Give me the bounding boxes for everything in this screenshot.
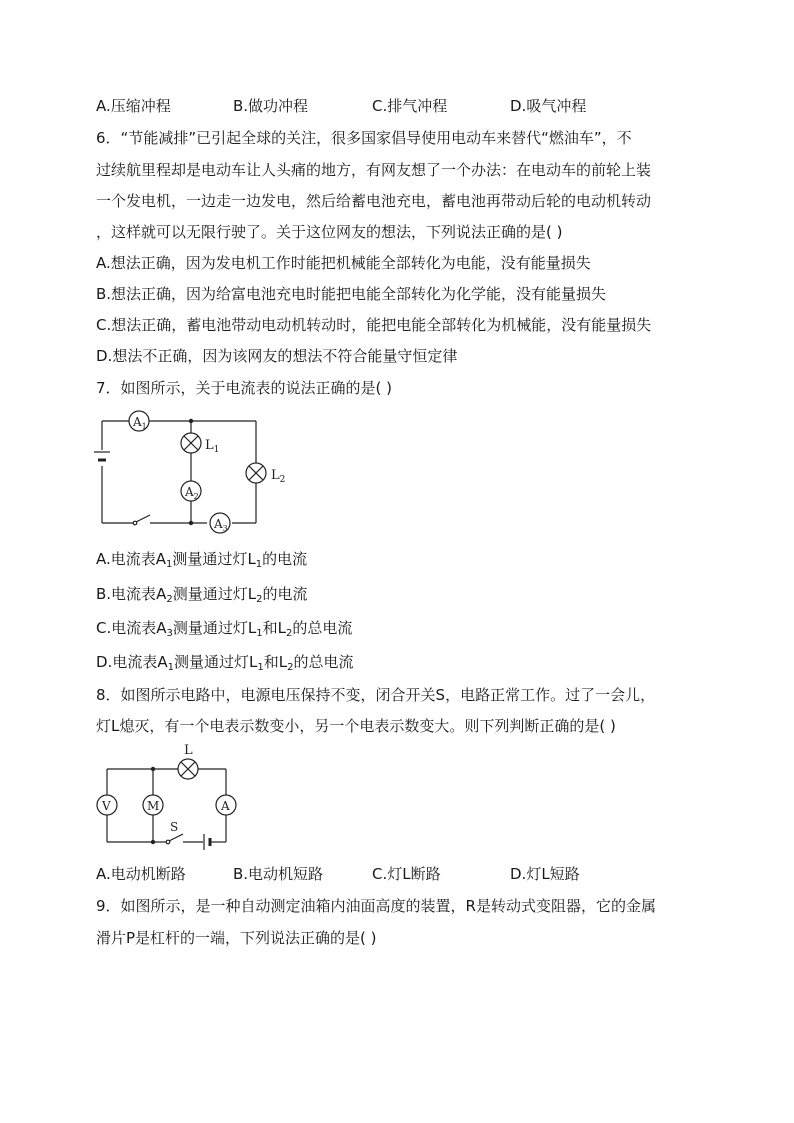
q7-stem: 7．如图所示，关于电流表的说法正确的是( ): [96, 379, 393, 397]
svg-text:A3: $A_3$: [214, 517, 228, 533]
q7-battery-symbol: [94, 452, 110, 460]
q8-voltmeter-v: [97, 795, 117, 815]
q6-stem-line-3: 一个发电机，一边走一边发电，然后给蓄电池充电，蓄电池再带动后轮的电动机转动: [96, 192, 652, 210]
q7-option-c: C.电流表$A_3$测量通过灯$L_1$和$L_2$的总电流: [96, 619, 353, 639]
svg-text:A2: $A_2$: [185, 485, 199, 501]
q8-option-b: B.电动机短路: [233, 865, 324, 883]
q7-lamp-l1: [181, 433, 219, 455]
q7-ammeter-a2: [181, 481, 201, 501]
q7-junction-top: [189, 419, 193, 423]
svg-text:L: L: [184, 743, 193, 758]
q8-switch-symbol: [166, 834, 183, 844]
q9-stem-line-2: 滑片P是杠杆的一端，下列说法正确的是( ): [96, 929, 377, 947]
q7-ammeter-a3: [210, 513, 230, 533]
svg-text:V: V: [102, 799, 111, 813]
q7-lamp-l2: [246, 463, 285, 485]
q6-stem-line-4: ，这样就可以无限行驶了。关于这位网友的想法，下列说法正确的是( ): [96, 223, 563, 241]
svg-text:A1: $A_1$: [133, 415, 147, 431]
q8-motor-m: [143, 795, 163, 815]
q8-lamp-l: [178, 743, 198, 779]
q8-option-a: A.电动机断路: [96, 865, 186, 883]
q8-stem-line-1: 8．如图所示电路中，电源电压保持不变，闭合开关S，电路正常工作。过了一会儿，: [96, 686, 656, 704]
q8-circuit-diagram: [96, 742, 246, 857]
q8-option-d: D.灯L短路: [510, 865, 580, 883]
q5-option-a: A.压缩冲程: [96, 97, 171, 115]
q7-switch-symbol: [133, 515, 150, 525]
svg-text:M: M: [147, 799, 160, 813]
q6-option-c: C.想法正确，蓄电池带动电动机转动时，能把电能全部转化为机械能，没有能量损失: [96, 316, 652, 334]
q8-switch-label: S: [170, 820, 179, 834]
svg-text:A: A: [221, 799, 230, 813]
q5-option-b: B.做功冲程: [233, 97, 309, 115]
q8-battery-symbol: [204, 834, 210, 850]
q7-circuit-diagram: [96, 408, 296, 532]
q6-option-d: D.想法不正确，因为该网友的想法不符合能量守恒定律: [96, 347, 458, 365]
svg-text:L2: $L_2$: [271, 468, 286, 485]
q8-stem-line-2: 灯L熄灭，有一个电表示数变小，另一个电表示数变大。则下列判断正确的是( ): [96, 717, 616, 735]
q7-junction-bottom: [189, 521, 193, 525]
q7-option-a: A.电流表$A_1$测量通过灯$L_1$的电流: [96, 550, 308, 570]
q8-option-c: C.灯L断路: [372, 865, 441, 883]
q7-option-d: D.电流表$A_1$测量通过灯$L_1$和$L_2$的总电流: [96, 653, 354, 673]
q7-option-b: B.电流表$A_2$测量通过灯$L_2$的电流: [96, 585, 308, 605]
q8-junction-top: [151, 767, 155, 771]
q7-ammeter-a1: [129, 411, 149, 431]
q6-stem-line-1: 6．“节能减排”已引起全球的关注，很多国家倡导使用电动车来替代“燃油车”，不: [96, 129, 632, 147]
q9-stem-line-1: 9．如图所示，是一种自动测定油箱内油面高度的装置，R是转动式变阻器，它的金属: [96, 897, 656, 915]
svg-text:L1: $L_1$: [205, 438, 220, 455]
q6-stem-line-2: 过续航里程却是电动车让人头痛的地方，有网友想了一个办法：在电动车的前轮上装: [96, 161, 652, 179]
q5-option-d: D.吸气冲程: [510, 97, 587, 115]
q8-ammeter-a: [216, 795, 236, 815]
q5-option-c: C.排气冲程: [372, 97, 448, 115]
q6-option-b: B.想法正确，因为给富电池充电时能把电能全部转化为化学能，没有能量损失: [96, 285, 607, 303]
q6-option-a: A.想法正确，因为发电机工作时能把机械能全部转化为电能，没有能量损失: [96, 254, 591, 272]
q8-junction-bottom: [151, 840, 155, 844]
